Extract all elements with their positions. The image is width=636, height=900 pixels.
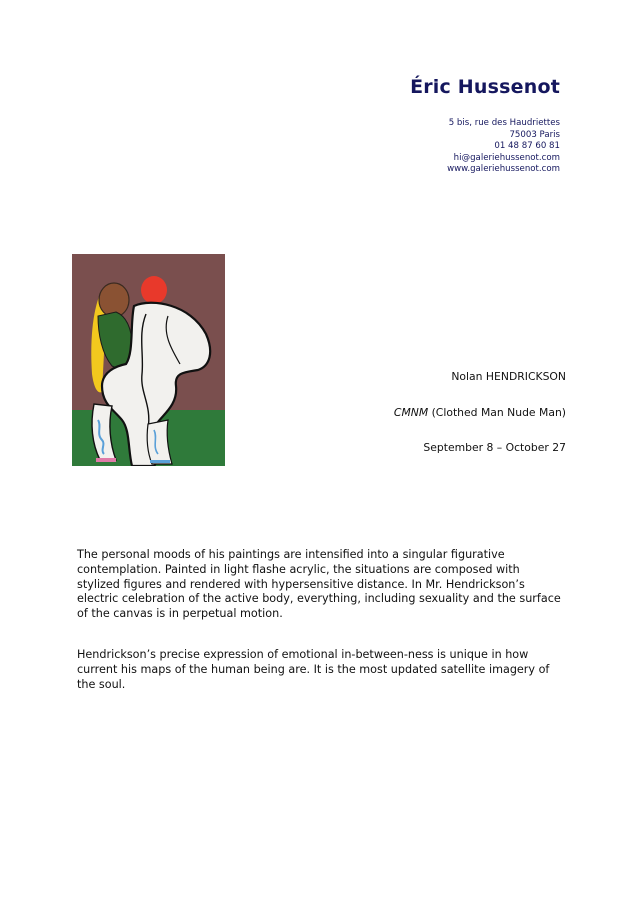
painting-pink-foot	[96, 458, 116, 462]
address-phone: 01 48 87 60 81	[494, 141, 560, 152]
address-street: 5 bis, rue des Haudriettes	[448, 118, 560, 128]
painting-brown-head	[99, 283, 129, 317]
description-paragraph-1: The personal moods of his paintings are intensified into a singular figurative contemplation. Painted in light flashe acrylic, the situations are composed with stylized figures and rendered with hypersensitive distance. In Mr. Hendrickson’s electric celebration of the active body, everything, including sexuality and the surface of the canvas is in perpetual motion.	[77, 548, 561, 621]
gallery-address	[447, 118, 560, 176]
exhibition-info	[394, 370, 566, 454]
exhibition-title-full: (Clothed Man Nude Man)	[431, 406, 566, 419]
address-email[interactable]: hi@galeriehussenot.com	[453, 152, 560, 163]
gallery-name: Éric Hussenot	[410, 76, 560, 98]
artwork-image	[72, 254, 225, 466]
exhibition-title-abbrev: CMNM	[393, 406, 429, 419]
painting-red-head	[141, 276, 167, 304]
address-city: 75003 Paris	[509, 129, 560, 140]
painting-blue-foot	[150, 460, 170, 463]
address-website[interactable]: www.galeriehussenot.com	[447, 164, 560, 175]
painting-figures	[72, 254, 225, 466]
exhibition-dates: September 8 – October 27	[423, 441, 566, 454]
exhibition-title	[394, 406, 566, 419]
artist-name: Nolan HENDRICKSON	[451, 370, 566, 383]
description-paragraph-2: Hendrickson’s precise expression of emotional in-between-ness is unique in how current his maps of the human being are. It is the most updated satellite imagery of the soul.	[77, 648, 550, 691]
